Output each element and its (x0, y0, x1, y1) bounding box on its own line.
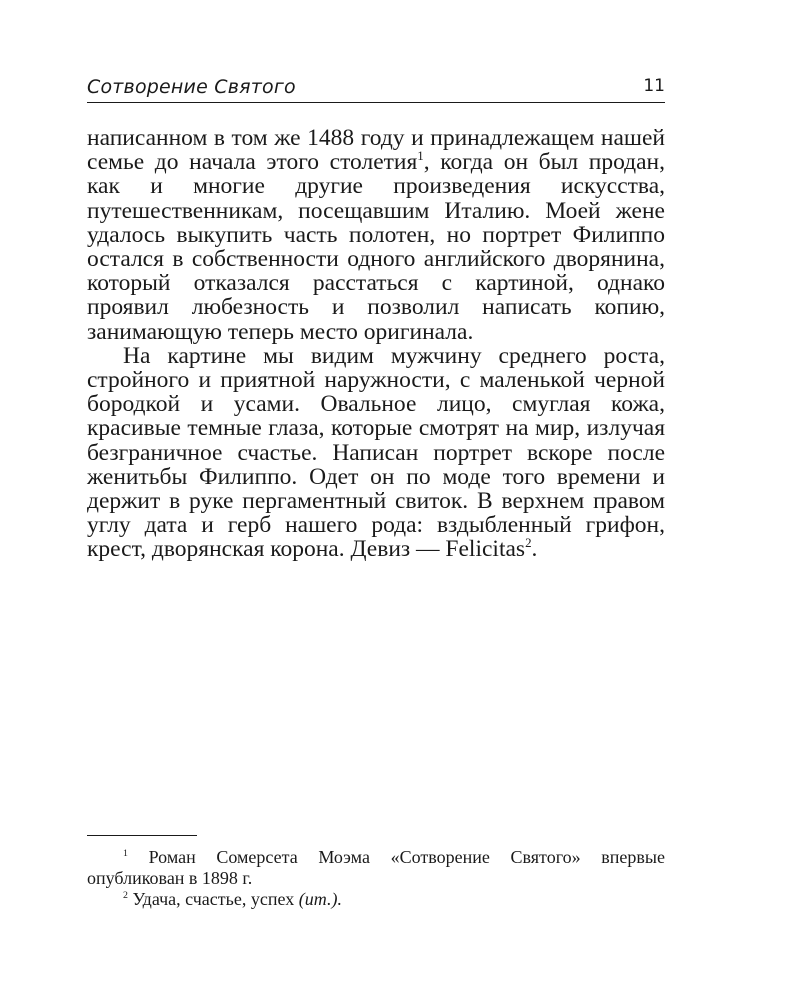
paragraph-1 (87, 126, 665, 344)
footnote-1-mark: 1 (123, 848, 128, 859)
footnote-reference-2: 2 (525, 535, 532, 551)
paragraph-1-text-end: , когда он был продан, как и многие другие произведения искусства, путешественникам, посещавшим Италию. Моей жене удалось выкупить часть полотен, но портрет Филиппо остался в собственности одного английского дворянина, который отказался расстаться с картиной, однако проявил любезность и позволил написать копию, занимающую теперь место оригинала. (87, 149, 665, 345)
main-text (87, 126, 665, 562)
footnote-reference-1: 1 (417, 148, 424, 164)
book-page (87, 70, 665, 950)
running-title: Сотворение Святого (87, 76, 296, 98)
footnote-2-mark: 2 (123, 890, 128, 901)
page-number: 11 (643, 76, 665, 96)
footnote-1-text: Роман Сомерсета Моэма «Сотворение Святого» впервые опубликован в 1898 г. (87, 847, 665, 888)
paragraph-2 (87, 344, 665, 562)
footnote-2-tail: (ит.). (298, 889, 342, 909)
paragraph-2-text-start: На картине мы видим мужчину среднего роста, стройного и приятной наружности, с маленькой черной бородкой и усами. Овальное лицо, смуглая кожа, красивые темные глаза, которые смотрят на мир, излучая безграничное счастье. Написан портрет вскоре после женитьбы Филиппо. Одет он по моде того времени и держит в руке пергаментный свиток. В верхнем правом углу дата и герб нашего рода: вздыбленный грифон, крест, дворянская корона. Девиз — Felicitas (87, 342, 665, 563)
paragraph-1-text-start: написанном в том же 1488 году и принадлежащем нашей семье до начала этого столетия (87, 125, 665, 176)
footnote-2 (87, 889, 665, 910)
running-header (87, 70, 665, 103)
footnote-2-text: Удача, счастье, успех (127, 889, 299, 909)
footnote-1 (87, 847, 665, 889)
footnote-separator (87, 835, 197, 836)
paragraph-2-text-end: . (531, 536, 538, 563)
footnotes (87, 847, 665, 910)
